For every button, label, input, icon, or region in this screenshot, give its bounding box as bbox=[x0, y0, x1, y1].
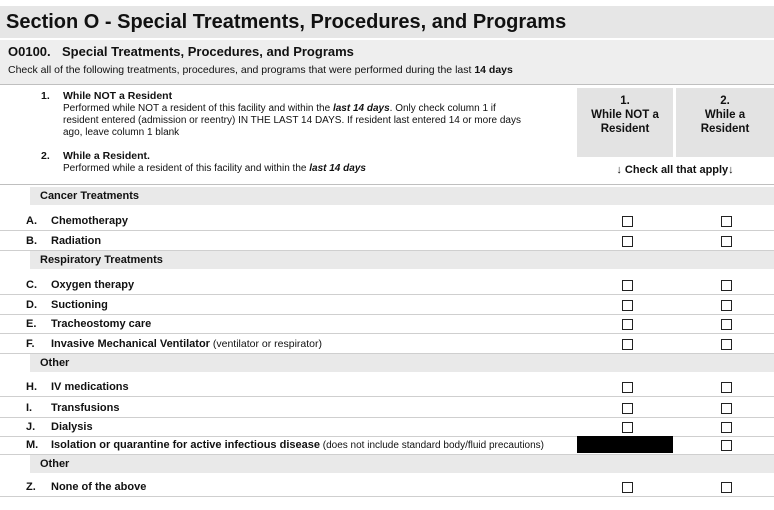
table-row bbox=[0, 335, 774, 354]
column-1-number: 1. bbox=[620, 95, 630, 107]
definition-1-text bbox=[63, 103, 573, 139]
row-label-bold: Chemotherapy bbox=[51, 215, 129, 227]
checkbox-b-while-resident[interactable] bbox=[721, 236, 732, 247]
section-title: Section O - Special Treatments, Procedures, and Programs bbox=[0, 6, 774, 38]
row-label-bold: Isolation or quarantine for active infectious disease bbox=[51, 439, 320, 451]
definition-1-line-3: ago, leave column 1 blank bbox=[63, 127, 180, 138]
row-letter: E. bbox=[26, 318, 37, 330]
row-letter: A. bbox=[26, 215, 37, 227]
row-letter: B. bbox=[26, 235, 37, 247]
checkbox-f-not-resident[interactable] bbox=[622, 339, 633, 350]
checkbox-c-not-resident[interactable] bbox=[622, 280, 633, 291]
check-all-instruction: ↓ Check all that apply↓ bbox=[616, 164, 734, 176]
divider bbox=[0, 184, 774, 185]
checkbox-z-not-resident[interactable] bbox=[622, 482, 633, 493]
row-label bbox=[51, 279, 134, 291]
checkbox-h-not-resident[interactable] bbox=[622, 382, 633, 393]
row-label-note: (ventilator or respirator) bbox=[209, 338, 323, 350]
item-instruction bbox=[8, 64, 513, 76]
table-row bbox=[0, 315, 774, 334]
row-letter: I. bbox=[26, 402, 33, 414]
column-1-line-1: While NOT a bbox=[591, 109, 659, 121]
row-label bbox=[51, 421, 93, 433]
row-label bbox=[51, 318, 151, 330]
checkbox-a-not-resident[interactable] bbox=[622, 216, 633, 227]
row-label-bold: Suctioning bbox=[51, 299, 108, 311]
instruction-bold-text: 14 days bbox=[474, 64, 513, 76]
definition-2-text-b: last 14 days bbox=[309, 163, 366, 174]
row-letter: J. bbox=[26, 421, 36, 433]
table-row bbox=[0, 399, 774, 418]
checkbox-d-not-resident[interactable] bbox=[622, 300, 633, 311]
row-label-bold: Tracheostomy care bbox=[51, 318, 152, 330]
item-title: Special Treatments, Procedures, and Programs bbox=[62, 44, 354, 59]
definition-1-text-b: last 14 days bbox=[332, 103, 390, 114]
table-row bbox=[0, 436, 774, 455]
table-row bbox=[0, 418, 774, 437]
definition-2-title: While a Resident. bbox=[63, 150, 150, 162]
column-header-not-resident bbox=[577, 88, 673, 157]
group-header-other: Other bbox=[30, 354, 774, 372]
row-label-bold: Oxygen therapy bbox=[51, 279, 135, 291]
checkbox-j-while-resident[interactable] bbox=[721, 422, 732, 433]
row-label-bold: None of the above bbox=[51, 481, 147, 493]
checkbox-m-while-resident[interactable] bbox=[721, 440, 732, 451]
column-2-line-2: Resident bbox=[700, 123, 750, 135]
row-label-bold: IV medications bbox=[51, 381, 129, 393]
definition-1-line-1 bbox=[63, 103, 573, 115]
column-2-number: 2. bbox=[720, 95, 730, 107]
row-letter: D. bbox=[26, 299, 37, 311]
checkbox-a-while-resident[interactable] bbox=[721, 216, 732, 227]
checkbox-i-not-resident[interactable] bbox=[622, 403, 633, 414]
group-header-other: Other bbox=[30, 455, 774, 473]
checkbox-b-not-resident[interactable] bbox=[622, 236, 633, 247]
row-label-bold: Radiation bbox=[51, 235, 102, 247]
row-label bbox=[51, 481, 146, 493]
definition-1-number: 1. bbox=[41, 90, 50, 102]
definition-1-title: While NOT a Resident bbox=[63, 90, 173, 102]
row-label-bold: Dialysis bbox=[51, 421, 93, 433]
row-letter: Z. bbox=[26, 481, 36, 493]
group-header-cancer: Cancer Treatments bbox=[30, 187, 774, 205]
redaction-block bbox=[577, 436, 673, 453]
definition-1-text-a: Performed while NOT a resident of this facility and within the bbox=[63, 103, 333, 114]
group-header-respiratory: Respiratory Treatments bbox=[30, 251, 774, 269]
row-label bbox=[51, 299, 108, 311]
table-row bbox=[0, 296, 774, 315]
column-header-while-resident bbox=[676, 88, 774, 157]
row-letter: H. bbox=[26, 381, 37, 393]
checkbox-j-not-resident[interactable] bbox=[622, 422, 633, 433]
row-label bbox=[51, 215, 128, 227]
checkbox-c-while-resident[interactable] bbox=[721, 280, 732, 291]
table-row bbox=[0, 478, 774, 497]
checkbox-e-while-resident[interactable] bbox=[721, 319, 732, 330]
row-label-bold: Invasive Mechanical Ventilator bbox=[51, 338, 210, 350]
checkbox-e-not-resident[interactable] bbox=[622, 319, 633, 330]
row-letter: M. bbox=[26, 439, 39, 451]
row-label bbox=[51, 381, 129, 393]
definition-2-number: 2. bbox=[41, 150, 50, 162]
definition-2-text-a: Performed while a resident of this facility and within the bbox=[63, 163, 310, 174]
row-label bbox=[51, 402, 119, 414]
table-row bbox=[0, 232, 774, 251]
definition-1-text-c: . Only check column 1 if bbox=[389, 103, 496, 114]
row-label bbox=[51, 439, 544, 451]
row-letter: C. bbox=[26, 279, 37, 291]
table-row bbox=[0, 212, 774, 231]
checkbox-d-while-resident[interactable] bbox=[721, 300, 732, 311]
checkbox-f-while-resident[interactable] bbox=[721, 339, 732, 350]
checkbox-i-while-resident[interactable] bbox=[721, 403, 732, 414]
column-2-line-1: While a bbox=[704, 109, 746, 121]
definition-2-text bbox=[63, 163, 366, 175]
table-row bbox=[0, 276, 774, 295]
row-label-bold: Transfusions bbox=[51, 402, 120, 414]
row-letter: F. bbox=[26, 338, 35, 350]
row-label-note: (does not include standard body/fluid precautions) bbox=[319, 440, 544, 451]
row-label bbox=[51, 235, 101, 247]
checkbox-z-while-resident[interactable] bbox=[721, 482, 732, 493]
row-label bbox=[51, 338, 322, 350]
checkbox-h-while-resident[interactable] bbox=[721, 382, 732, 393]
definition-1-line-2: resident entered (admission or reentry) IN THE LAST 14 DAYS. If resident last entered 14 or more days bbox=[63, 115, 521, 126]
divider bbox=[0, 84, 774, 85]
column-1-line-2: Resident bbox=[600, 123, 650, 135]
table-row bbox=[0, 378, 774, 397]
instruction-text: Check all of the following treatments, procedures, and programs that were performed during the last bbox=[8, 64, 475, 76]
item-code: O0100. bbox=[8, 44, 51, 59]
